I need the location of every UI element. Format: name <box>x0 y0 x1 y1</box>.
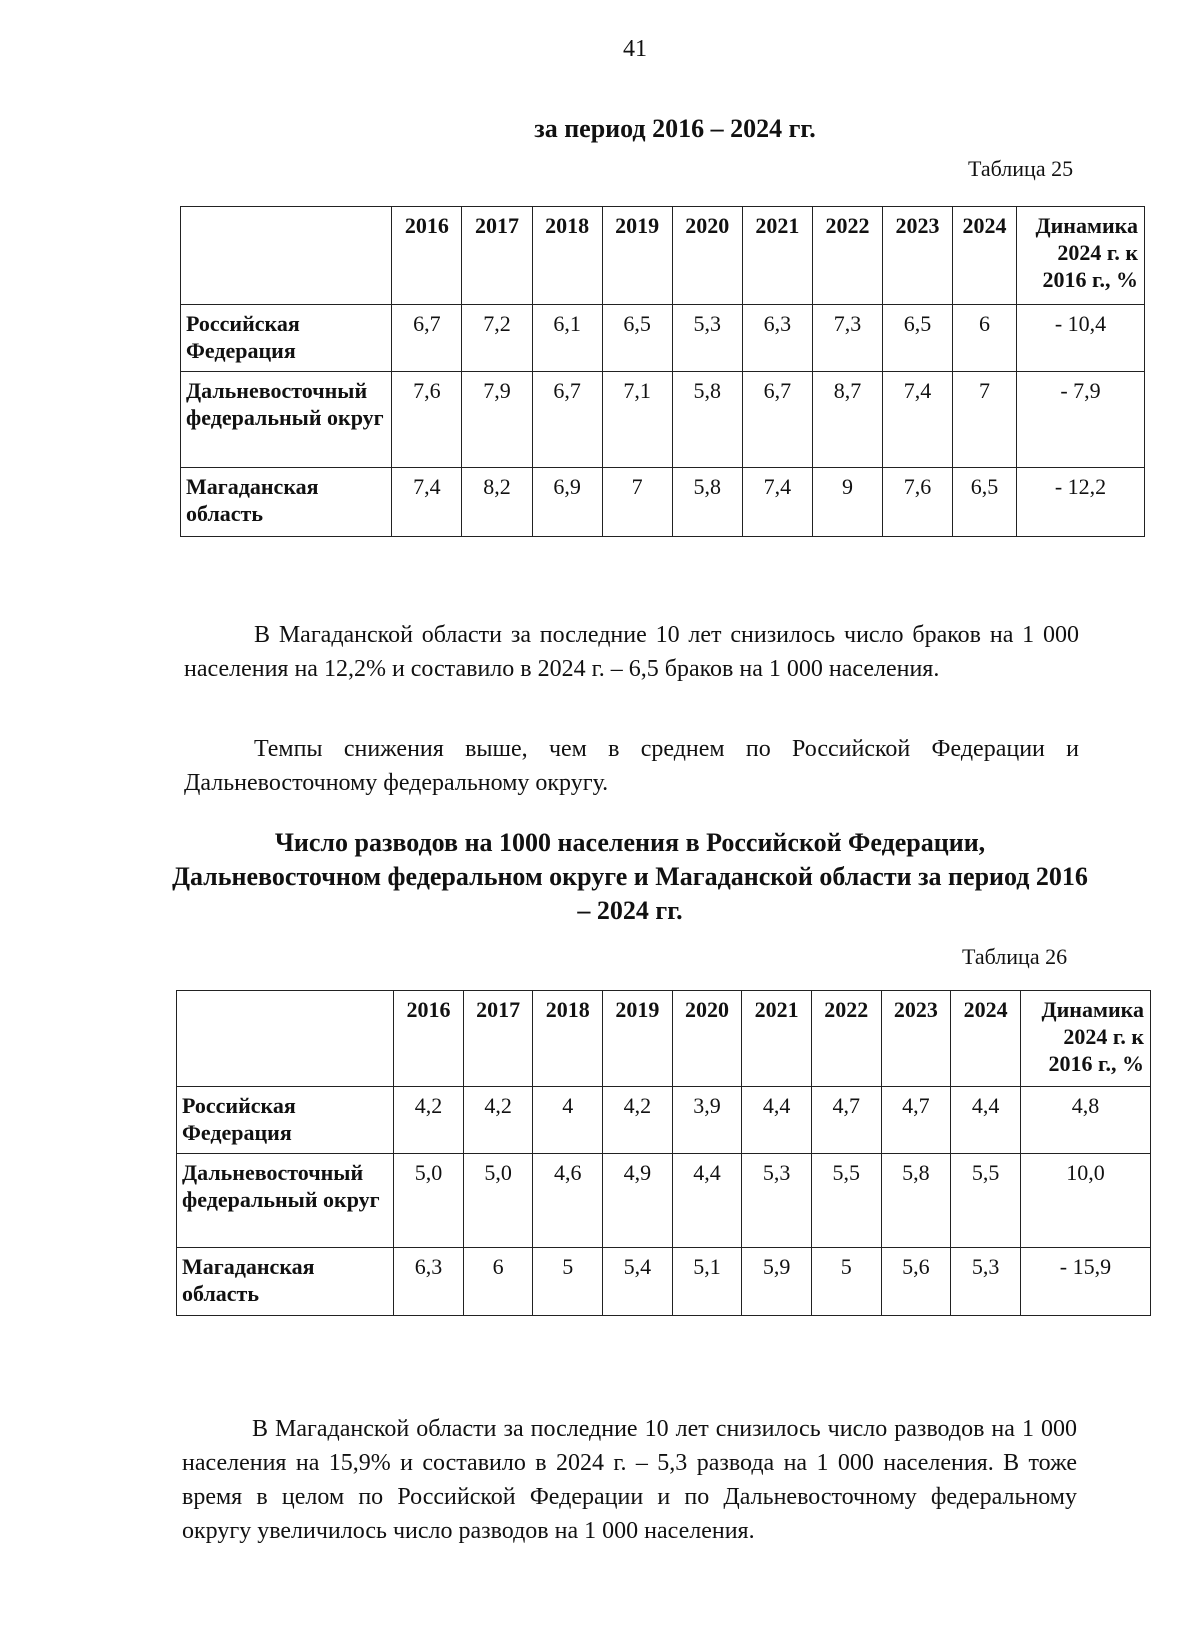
value-cell: 4,4 <box>742 1087 812 1154</box>
value-cell: 8,7 <box>812 372 882 468</box>
region-cell: Российская Федерация <box>181 305 392 372</box>
dynamics-header: Динамика 2024 г. к 2016 г., % <box>1017 207 1145 305</box>
table-row <box>181 372 1145 468</box>
value-cell: 5,5 <box>811 1154 881 1248</box>
value-cell: 6,5 <box>953 468 1017 537</box>
year-header: 2018 <box>533 991 603 1087</box>
value-cell: 4,6 <box>533 1154 603 1248</box>
region-cell: Российская Федерация <box>177 1087 394 1154</box>
value-cell: 4,2 <box>603 1087 673 1154</box>
value-cell: 7,9 <box>462 372 532 468</box>
value-cell: 7,2 <box>462 305 532 372</box>
value-cell: 5 <box>811 1248 881 1316</box>
value-cell: 7,4 <box>392 468 462 537</box>
dynamics-cell: - 7,9 <box>1017 372 1145 468</box>
table-26-caption: Таблица 26 <box>962 944 1068 969</box>
value-cell: 5,9 <box>742 1248 812 1316</box>
value-cell: 4 <box>533 1087 603 1154</box>
year-header: 2024 <box>953 207 1017 305</box>
year-header: 2022 <box>812 207 882 305</box>
table-25-header-row <box>181 207 1145 305</box>
value-cell: 6,5 <box>602 305 672 372</box>
value-cell: 4,7 <box>881 1087 951 1154</box>
value-cell: 6 <box>953 305 1017 372</box>
value-cell: 6,7 <box>742 372 812 468</box>
year-header: 2018 <box>532 207 602 305</box>
dynamics-cell: - 10,4 <box>1017 305 1145 372</box>
year-header: 2019 <box>603 991 673 1087</box>
value-cell: 7,6 <box>883 468 953 537</box>
table-25-heading: за период 2016 – 2024 гг. <box>534 114 816 143</box>
value-cell: 4,4 <box>672 1154 742 1248</box>
value-cell: 7,6 <box>392 372 462 468</box>
table-25 <box>180 206 1145 537</box>
value-cell: 5,0 <box>463 1154 533 1248</box>
value-cell: 7,1 <box>602 372 672 468</box>
value-cell: 4,7 <box>811 1087 881 1154</box>
value-cell: 4,2 <box>463 1087 533 1154</box>
year-header: 2023 <box>883 207 953 305</box>
value-cell: 8,2 <box>462 468 532 537</box>
value-cell: 6,3 <box>394 1248 464 1316</box>
value-cell: 5,3 <box>951 1248 1021 1316</box>
table-25-caption: Таблица 25 <box>968 156 1074 181</box>
value-cell: 6,1 <box>532 305 602 372</box>
value-cell: 6,5 <box>883 305 953 372</box>
value-cell: 7,4 <box>883 372 953 468</box>
value-cell: 5,5 <box>951 1154 1021 1248</box>
value-cell: 5,4 <box>603 1248 673 1316</box>
year-header: 2020 <box>672 207 742 305</box>
year-header: 2021 <box>742 991 812 1087</box>
table-25-corner-cell <box>181 207 392 305</box>
region-cell: Магаданская область <box>177 1248 394 1316</box>
value-cell: 5,0 <box>394 1154 464 1248</box>
dynamics-cell: 10,0 <box>1020 1154 1150 1248</box>
table-26-corner-cell <box>177 991 394 1087</box>
value-cell: 5,8 <box>672 468 742 537</box>
value-cell: 6 <box>463 1248 533 1316</box>
value-cell: 7,4 <box>742 468 812 537</box>
region-cell: Дальневосточный федеральный округ <box>177 1154 394 1248</box>
table-26-header-row <box>177 991 1151 1087</box>
value-cell: 5,8 <box>672 372 742 468</box>
year-header: 2023 <box>881 991 951 1087</box>
value-cell: 7,3 <box>812 305 882 372</box>
dynamics-cell: 4,8 <box>1020 1087 1150 1154</box>
value-cell: 5,1 <box>672 1248 742 1316</box>
year-header: 2024 <box>951 991 1021 1087</box>
value-cell: 3,9 <box>672 1087 742 1154</box>
value-cell: 6,9 <box>532 468 602 537</box>
table-row <box>177 1154 1151 1248</box>
year-header: 2016 <box>394 991 464 1087</box>
value-cell: 5,8 <box>881 1154 951 1248</box>
value-cell: 6,7 <box>392 305 462 372</box>
year-header: 2016 <box>392 207 462 305</box>
year-header: 2022 <box>811 991 881 1087</box>
value-cell: 6,3 <box>742 305 812 372</box>
value-cell: 5 <box>533 1248 603 1316</box>
table-row <box>181 305 1145 372</box>
value-cell: 4,9 <box>603 1154 673 1248</box>
value-cell: 5,3 <box>742 1154 812 1248</box>
table-row <box>177 1248 1151 1316</box>
paragraph-divorces: В Магаданской области за последние 10 лет снизилось число разводов на 1 000 населения на 15,9% и составило в 2024 г. – 5,3 развода на 1 000 населения. В тоже время в целом по Российской Федерации и по Дальневосточному федеральному округу увеличилось число разводов на 1 000 населения. <box>182 1416 1077 1544</box>
page-number: 41 <box>623 36 647 62</box>
region-cell: Магаданская область <box>181 468 392 537</box>
dynamics-cell: - 12,2 <box>1017 468 1145 537</box>
paragraph-decline-rate: Темпы снижения выше, чем в среднем по Российской Федерации и Дальневосточному федеральному округу. <box>184 736 1079 796</box>
year-header: 2017 <box>462 207 532 305</box>
value-cell: 5,6 <box>881 1248 951 1316</box>
value-cell: 9 <box>812 468 882 537</box>
dynamics-cell: - 15,9 <box>1020 1248 1150 1316</box>
paragraph-marriages: В Магаданской области за последние 10 лет снизилось число браков на 1 000 населения на 12,2% и составило в 2024 г. – 6,5 браков на 1 000 населения. <box>184 622 1079 682</box>
region-cell: Дальневосточный федеральный округ <box>181 372 392 468</box>
dynamics-header: Динамика 2024 г. к 2016 г., % <box>1020 991 1150 1087</box>
table-26-heading: Число разводов на 1000 населения в Российской Федерации, Дальневосточном федеральном округе и Магаданской области за период 2016 – 2024 гг. <box>172 828 1088 925</box>
value-cell: 7 <box>953 372 1017 468</box>
table-row <box>181 468 1145 537</box>
year-header: 2021 <box>742 207 812 305</box>
value-cell: 4,4 <box>951 1087 1021 1154</box>
year-header: 2017 <box>463 991 533 1087</box>
year-header: 2020 <box>672 991 742 1087</box>
value-cell: 6,7 <box>532 372 602 468</box>
table-row <box>177 1087 1151 1154</box>
value-cell: 5,3 <box>672 305 742 372</box>
value-cell: 4,2 <box>394 1087 464 1154</box>
year-header: 2019 <box>602 207 672 305</box>
value-cell: 7 <box>602 468 672 537</box>
table-26 <box>176 990 1151 1316</box>
